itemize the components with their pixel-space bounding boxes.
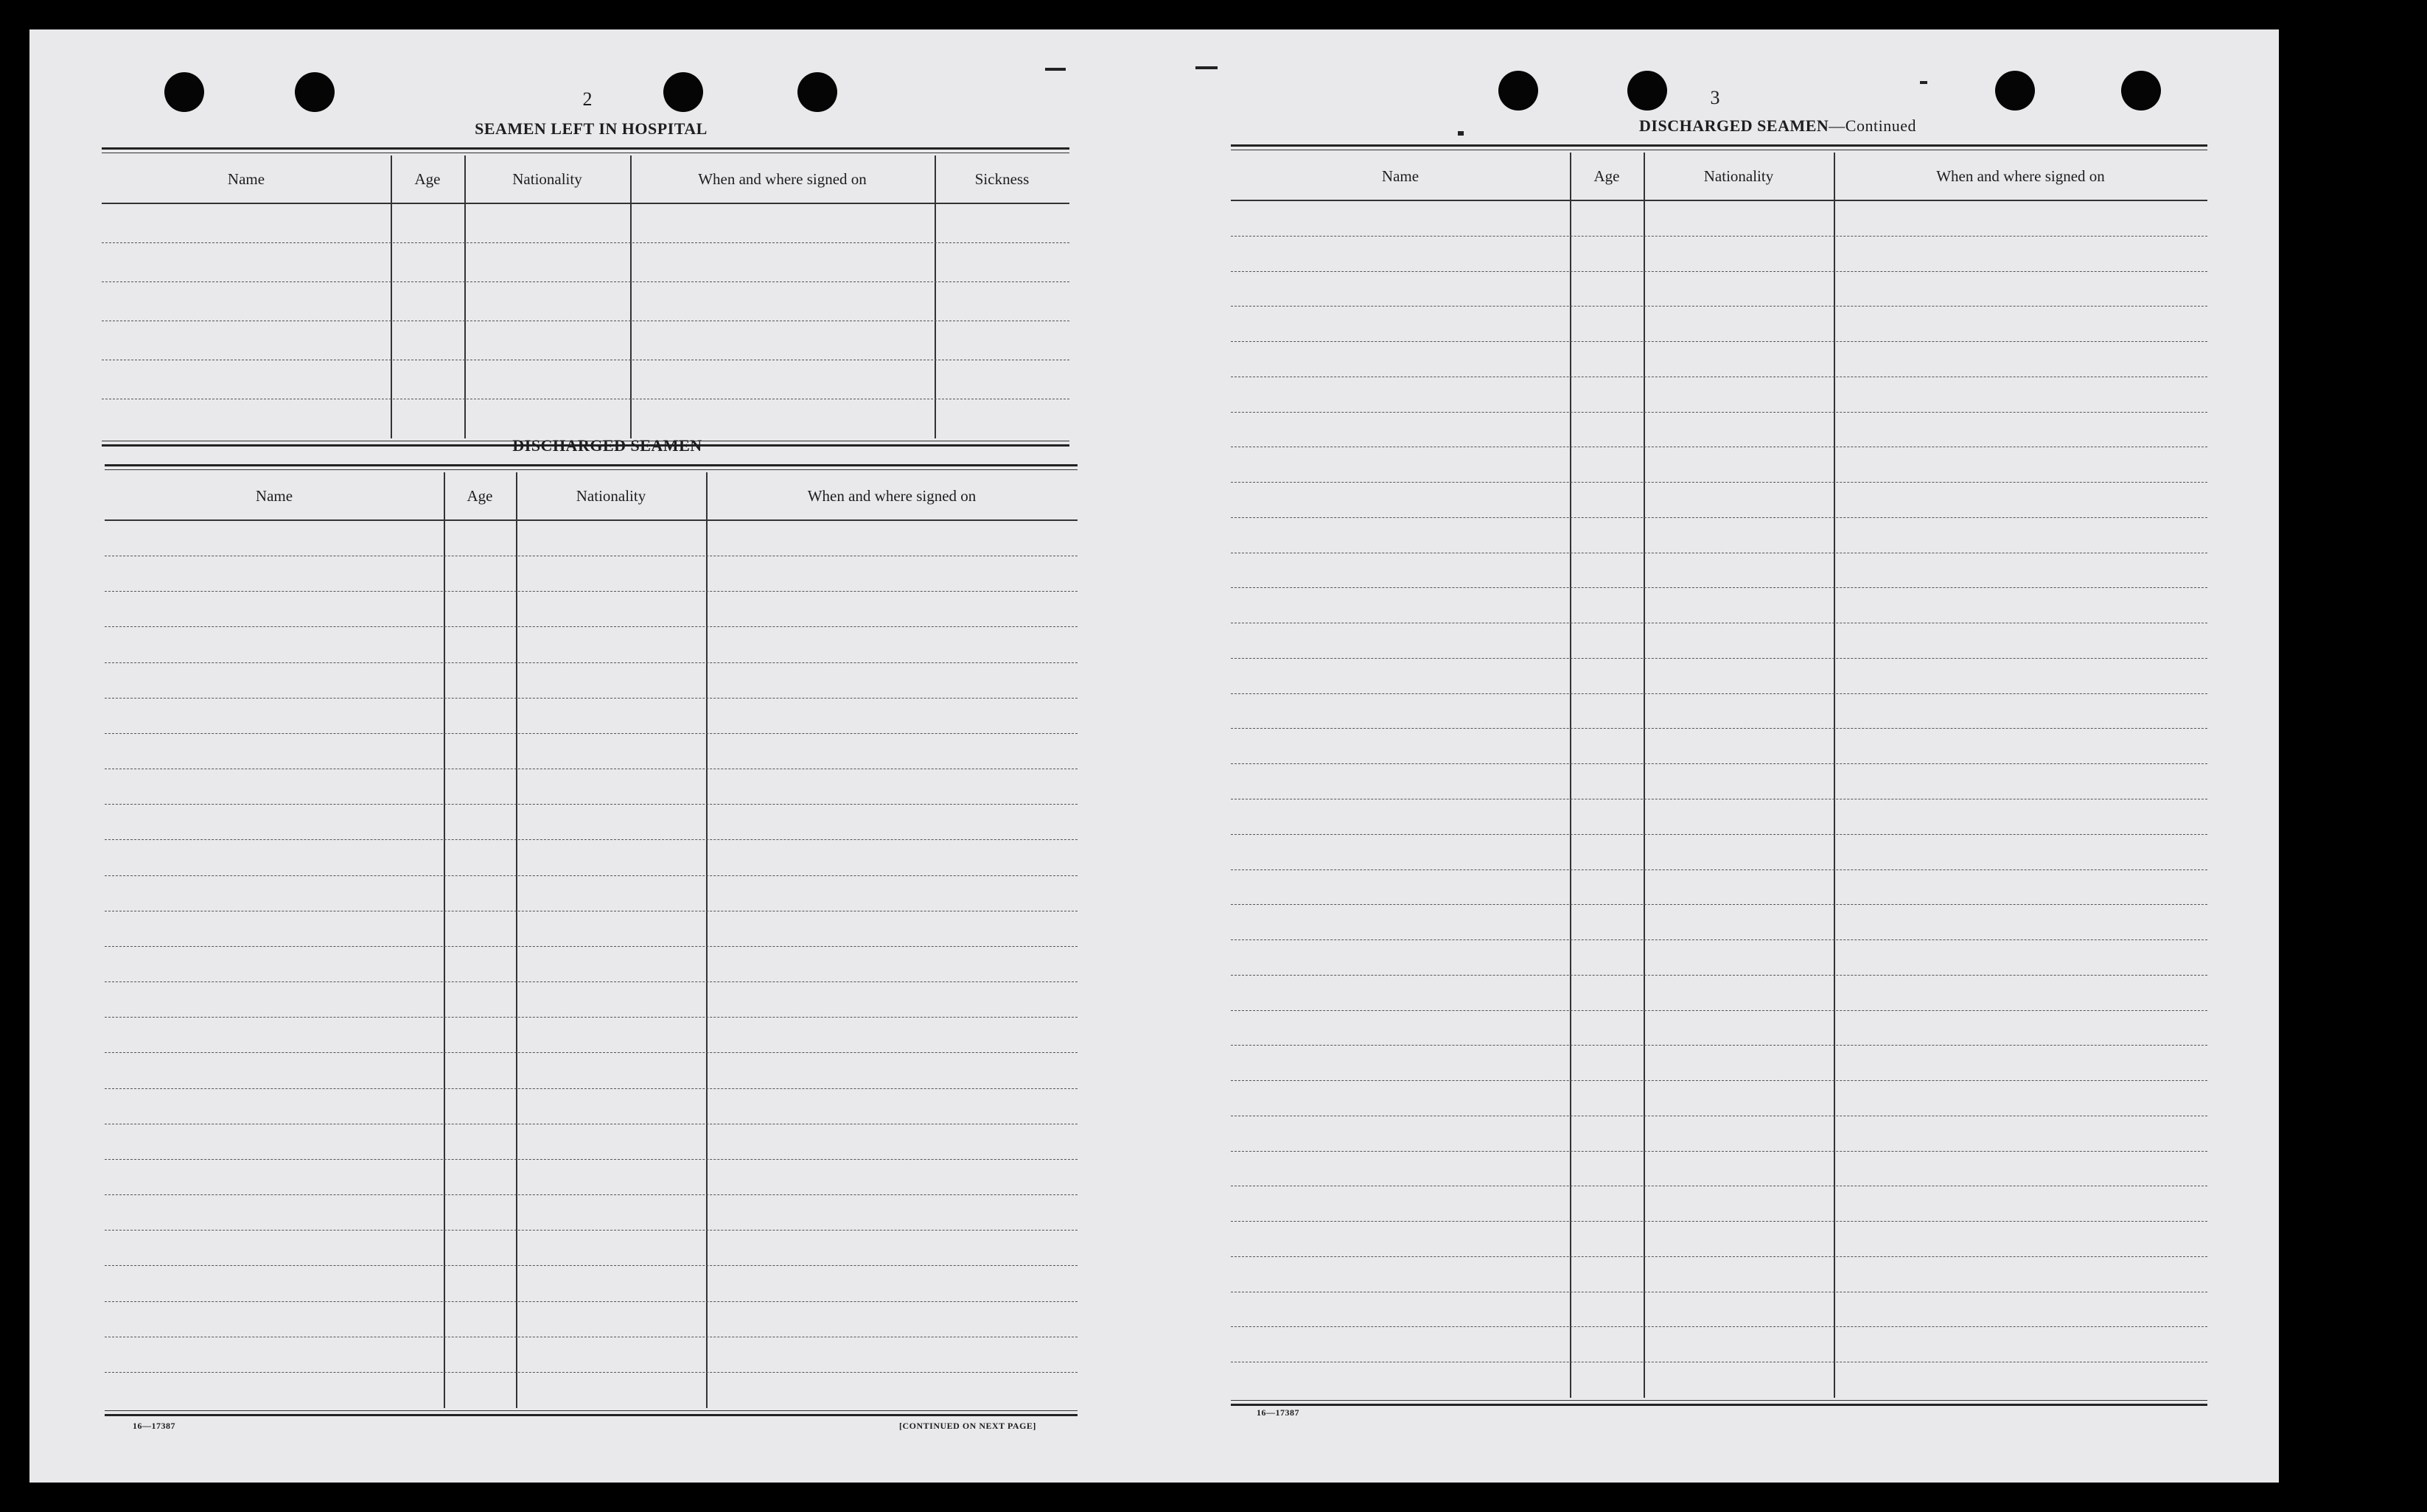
table-row xyxy=(1231,658,2207,659)
column-header-signed-on: When and where signed on xyxy=(807,486,977,505)
table-row xyxy=(102,242,1069,243)
table-row xyxy=(1231,763,2207,764)
continued-note: [CONTINUED ON NEXT PAGE] xyxy=(899,1421,1036,1431)
table-row xyxy=(1231,1010,2207,1011)
table-row xyxy=(1231,975,2207,976)
punch-hole xyxy=(164,72,204,112)
table-row xyxy=(105,626,1078,627)
table-row xyxy=(105,733,1078,734)
table-row xyxy=(1231,693,2207,694)
table-row xyxy=(105,1265,1078,1266)
column-header-name: Name xyxy=(227,169,265,188)
punch-hole xyxy=(663,72,703,112)
table-row xyxy=(1231,834,2207,835)
table-row xyxy=(1231,517,2207,518)
document-sheet xyxy=(29,29,2279,1483)
column-header-nationality: Nationality xyxy=(1703,167,1774,185)
column-header-sickness: Sickness xyxy=(974,169,1030,188)
table-row xyxy=(1231,482,2207,483)
table-row xyxy=(105,662,1078,663)
form-number-right: 16—17387 xyxy=(1257,1407,1299,1418)
column-header-age: Age xyxy=(467,486,493,505)
column-header-name: Name xyxy=(255,486,293,505)
column-header-nationality: Nationality xyxy=(512,169,582,188)
table-row xyxy=(1231,236,2207,237)
discharged-right-rows xyxy=(1231,201,2207,1398)
discharged-continued-title xyxy=(1639,116,1916,136)
hospital-section-title: SEAMEN LEFT IN HOSPITAL xyxy=(475,119,708,138)
column-header-age: Age xyxy=(414,169,441,188)
ink-speck xyxy=(1195,66,1218,69)
table-row xyxy=(1231,728,2207,729)
table-row xyxy=(105,804,1078,805)
column-header-age: Age xyxy=(1593,167,1620,185)
column-header-signed-on: When and where signed on xyxy=(698,169,867,188)
table-row xyxy=(1231,869,2207,870)
table-row xyxy=(1231,306,2207,307)
table-row xyxy=(105,981,1078,982)
table-row xyxy=(1231,1256,2207,1257)
table-row xyxy=(1231,587,2207,588)
discharged-left-rows xyxy=(105,521,1078,1408)
ink-speck xyxy=(1045,68,1066,71)
table-row xyxy=(1231,1045,2207,1046)
table-row xyxy=(1231,1221,2207,1222)
table-row xyxy=(1231,1326,2207,1327)
discharged-table-left-header xyxy=(105,472,1078,521)
hospital-table xyxy=(102,147,1069,447)
table-row xyxy=(105,591,1078,592)
punch-hole xyxy=(1627,71,1667,111)
column-header-name: Name xyxy=(1381,167,1419,185)
table-row xyxy=(1231,1080,2207,1081)
discharged-continued-title-suffix: —Continued xyxy=(1829,116,1916,135)
table-row xyxy=(1231,271,2207,272)
table-row xyxy=(105,1372,1078,1373)
column-header-signed-on: When and where signed on xyxy=(1936,167,2105,185)
table-row xyxy=(105,1230,1078,1231)
page-number-left: 2 xyxy=(582,88,593,110)
ink-speck xyxy=(1458,131,1464,136)
table-row xyxy=(102,281,1069,282)
punch-hole xyxy=(2121,71,2161,111)
punch-hole xyxy=(295,72,335,112)
punch-hole xyxy=(1498,71,1538,111)
punch-hole xyxy=(1995,71,2035,111)
table-row xyxy=(105,698,1078,699)
table-row xyxy=(1231,341,2207,342)
table-row xyxy=(1231,412,2207,413)
table-row xyxy=(105,839,1078,840)
table-row xyxy=(1231,1151,2207,1152)
table-row xyxy=(105,1052,1078,1053)
table-row xyxy=(105,1194,1078,1195)
discharged-continued-title-main: DISCHARGED SEAMEN xyxy=(1639,116,1829,135)
discharged-table-right-header xyxy=(1231,153,2207,201)
page-number-right: 3 xyxy=(1710,87,1720,108)
table-row xyxy=(105,1017,1078,1018)
table-row xyxy=(105,875,1078,876)
table-row xyxy=(105,1088,1078,1089)
table-row xyxy=(105,1159,1078,1160)
ink-speck xyxy=(1920,81,1927,84)
table-row xyxy=(105,1301,1078,1302)
discharged-table-right xyxy=(1231,144,2207,1406)
hospital-table-header xyxy=(102,155,1069,204)
discharged-section-title: DISCHARGED SEAMEN xyxy=(512,436,702,455)
table-row xyxy=(1231,904,2207,905)
table-row xyxy=(105,946,1078,947)
table-row xyxy=(1231,939,2207,940)
column-header-nationality: Nationality xyxy=(576,486,646,505)
form-number-left: 16—17387 xyxy=(133,1421,175,1431)
punch-hole xyxy=(797,72,837,112)
hospital-rows xyxy=(102,204,1069,438)
discharged-table-left xyxy=(105,464,1078,1416)
